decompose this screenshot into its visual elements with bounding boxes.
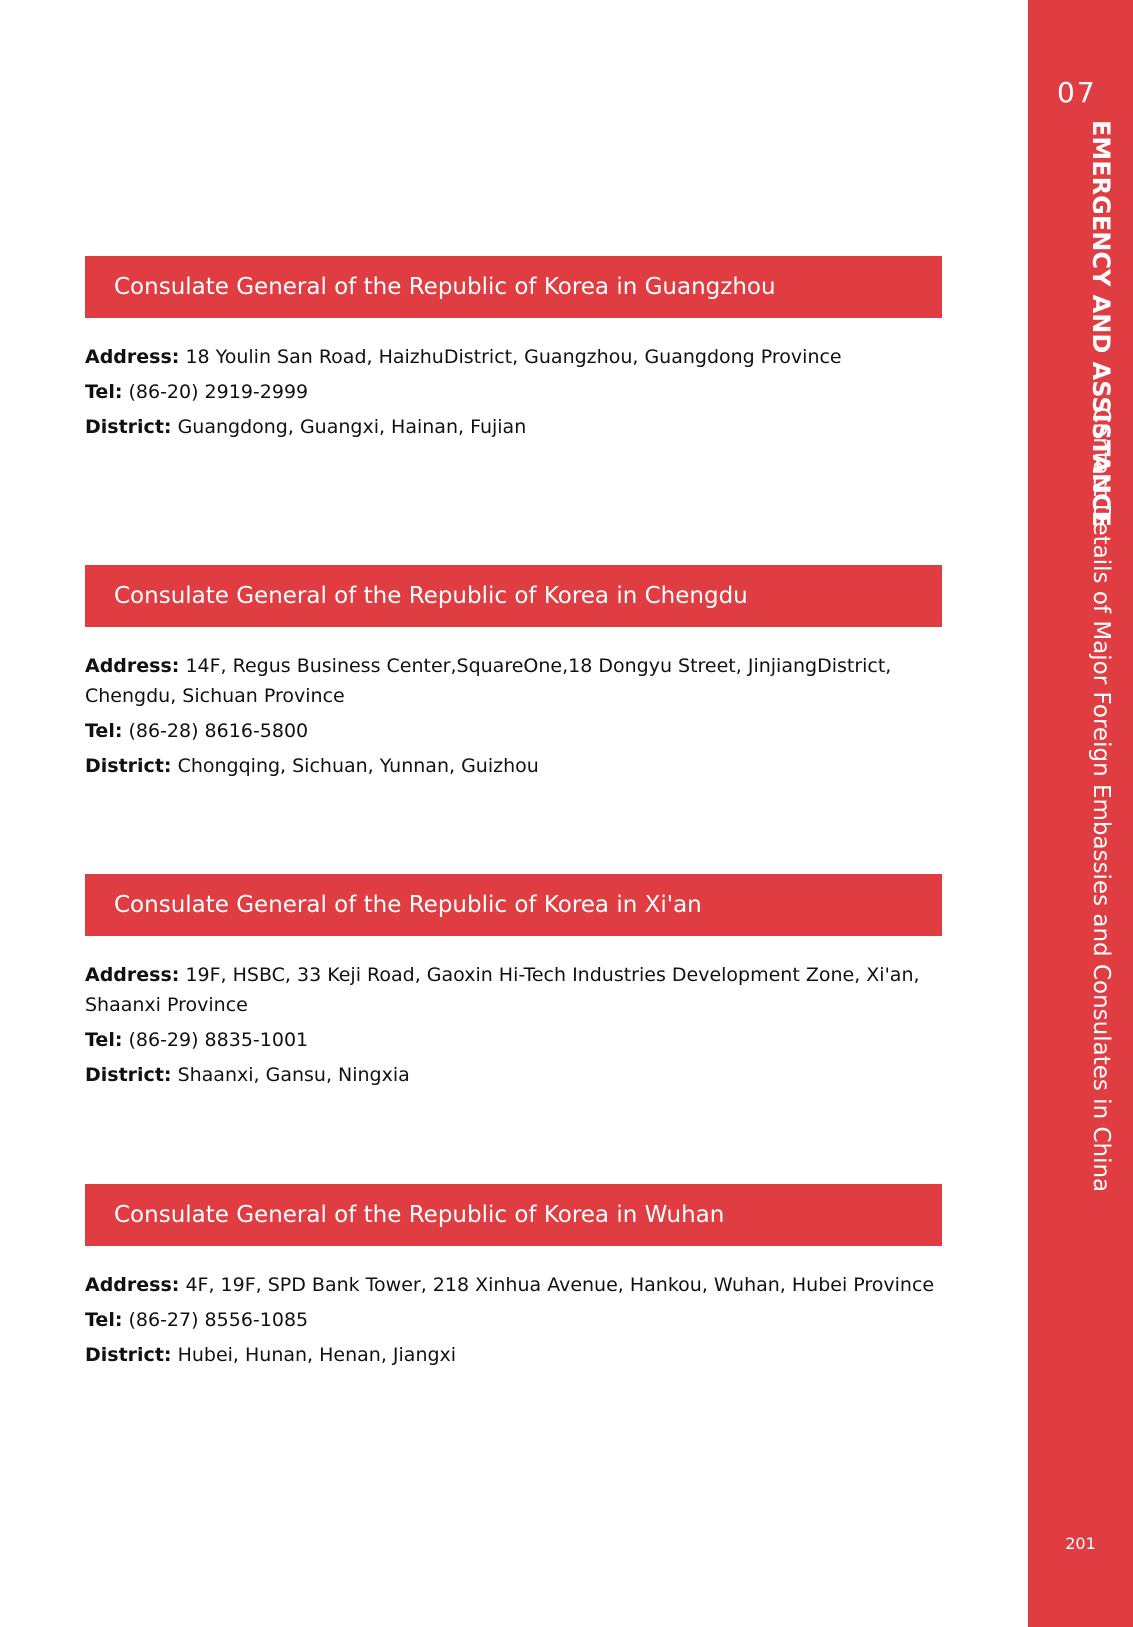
consulate-entry-chengdu xyxy=(85,565,942,786)
address-label: Address: xyxy=(85,1274,180,1296)
district-value: Hubei, Hunan, Henan, Jiangxi xyxy=(177,1344,457,1366)
consulate-entry-wuhan xyxy=(85,1184,942,1375)
tel-label: Tel: xyxy=(85,720,123,742)
chapter-number: 07 xyxy=(1057,76,1097,109)
section-title: Contact Details of Major Foreign Embassies and Consulates in China xyxy=(1088,407,1114,1193)
district-row xyxy=(85,1060,942,1090)
address-value: 14F, Regus Business Center,SquareOne,18 Dongyu Street, JinjiangDistrict, Chengdu, Sichuan Province xyxy=(85,655,892,707)
tel-row xyxy=(85,716,942,746)
tel-label: Tel: xyxy=(85,1309,123,1331)
page-number: 201 xyxy=(1065,1534,1096,1553)
tel-value: (86-20) 2919-2999 xyxy=(128,381,309,403)
district-value: Chongqing, Sichuan, Yunnan, Guizhou xyxy=(177,755,539,777)
tel-label: Tel: xyxy=(85,1029,123,1051)
address-label: Address: xyxy=(85,964,180,986)
address-label: Address: xyxy=(85,346,180,368)
district-label: District: xyxy=(85,416,172,438)
chapter-title: EMERGENCY AND ASSISTANCE xyxy=(1087,120,1115,528)
district-value: Shaanxi, Gansu, Ningxia xyxy=(177,1064,410,1086)
address-value: 4F, 19F, SPD Bank Tower, 218 Xinhua Avenue, Hankou, Wuhan, Hubei Province xyxy=(185,1274,935,1296)
consulate-heading: Consulate General of the Republic of Korea in Chengdu xyxy=(85,565,942,627)
tel-value: (86-28) 8616-5800 xyxy=(128,720,309,742)
tel-value: (86-27) 8556-1085 xyxy=(128,1309,309,1331)
address-row xyxy=(85,651,942,711)
address-row xyxy=(85,960,942,1020)
consulate-heading: Consulate General of the Republic of Korea in Guangzhou xyxy=(85,256,942,318)
address-value: 19F, HSBC, 33 Keji Road, Gaoxin Hi-Tech Industries Development Zone, Xi'an, Shaanxi Province xyxy=(85,964,920,1016)
district-row xyxy=(85,751,942,781)
consulate-details xyxy=(85,651,942,781)
consulate-details xyxy=(85,960,942,1090)
address-value: 18 Youlin San Road, HaizhuDistrict, Guangzhou, Guangdong Province xyxy=(185,346,842,368)
district-label: District: xyxy=(85,1344,172,1366)
consulate-details xyxy=(85,342,942,442)
consulate-entry-xian xyxy=(85,874,942,1095)
tel-value: (86-29) 8835-1001 xyxy=(128,1029,309,1051)
tel-label: Tel: xyxy=(85,381,123,403)
tel-row xyxy=(85,377,942,407)
district-label: District: xyxy=(85,1064,172,1086)
tel-row xyxy=(85,1025,942,1055)
consulate-heading: Consulate General of the Republic of Korea in Wuhan xyxy=(85,1184,942,1246)
address-row xyxy=(85,1270,942,1300)
consulate-heading: Consulate General of the Republic of Korea in Xi'an xyxy=(85,874,942,936)
consulate-details xyxy=(85,1270,942,1370)
district-label: District: xyxy=(85,755,172,777)
tel-row xyxy=(85,1305,942,1335)
address-row xyxy=(85,342,942,372)
district-row xyxy=(85,1340,942,1370)
district-value: Guangdong, Guangxi, Hainan, Fujian xyxy=(177,416,527,438)
consulate-entry-guangzhou xyxy=(85,256,942,447)
district-row xyxy=(85,412,942,442)
address-label: Address: xyxy=(85,655,180,677)
